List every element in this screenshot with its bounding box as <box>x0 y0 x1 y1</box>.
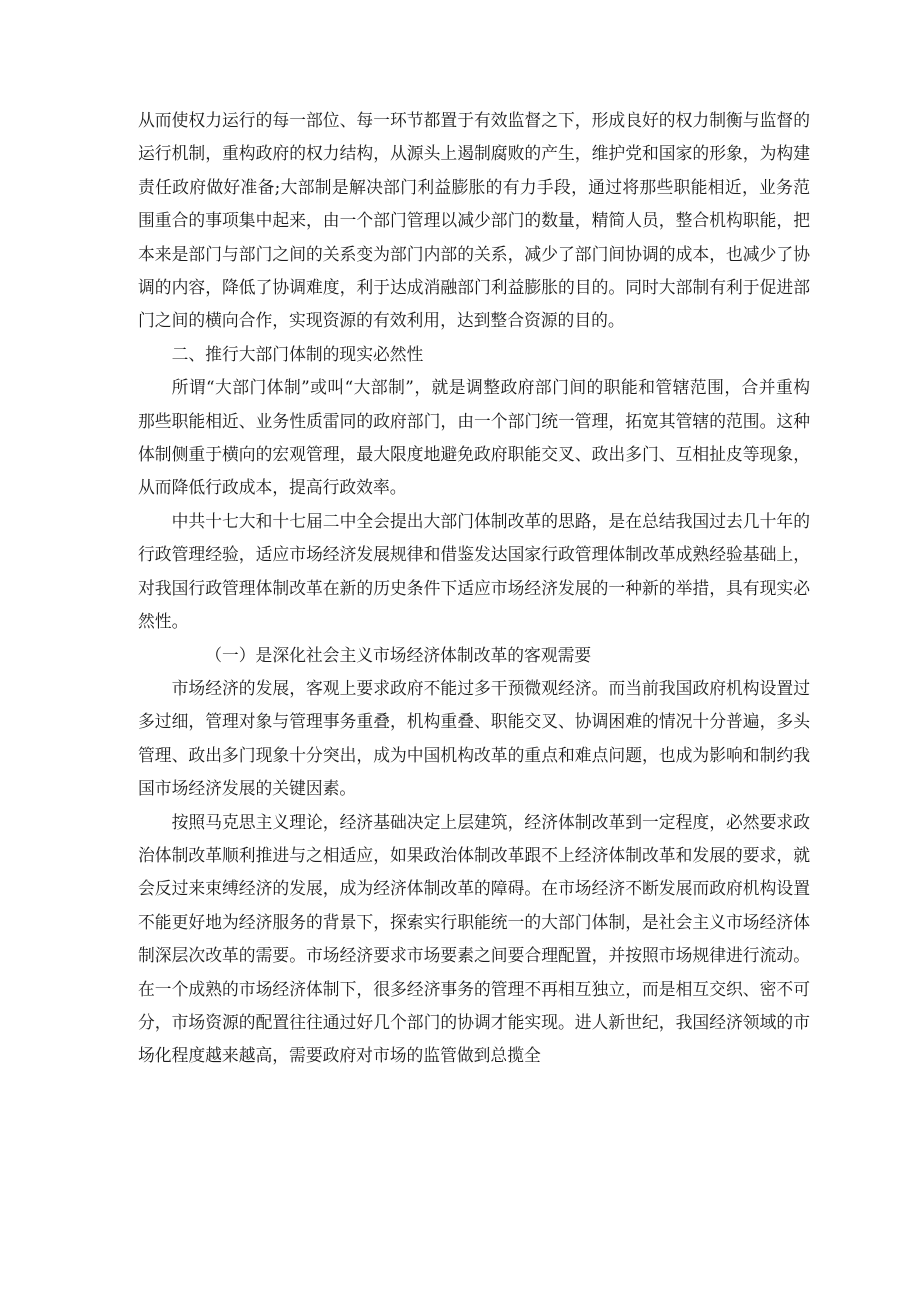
definition-paragraph: 所谓“大部门体制”或叫“大部制”，就是调整政府部门间的职能和管辖范围，合并重构那些职能相近、业务性质雷同的政府部门，由一个部门统一管理，拓宽其管辖的范围。这种体制侧重于横向的宏观管理，最大限度地避免政府职能交叉、政出多门、互相扯皮等现象，从而降低行政成本，提高行政效率。 <box>138 377 810 498</box>
section-heading: 二、推行大部门体制的现实必然性 <box>171 343 424 364</box>
background-paragraph: 中共十七大和十七届二中全会提出大部门体制改革的思路，是在总结我国过去几十年的行政管理经验，适应市场经济发展规律和借鉴发达国家行政管理体制改革成熟经验基础上，对我国行政管理体制改革在新的历史条件下适应市场经济发展的一种新的举措，具有现实必然性。 <box>138 510 810 632</box>
subsection-heading: （一）是深化社会主义市场经济体制改革的客观需要 <box>205 644 592 665</box>
marxism-paragraph: 按照马克思主义理论，经济基础决定上层建筑，经济体制改革到一定程度，必然要求政治体制改革顺利推进与之相适应，如果政治体制改革跟不上经济体制改革和发展的要求，就会反过来束缚经济的发展，成为经济体制改革的障碍。在市场经济不断发展而政府机构设置不能更好地为经济服务的背景下，探索实行职能统一的大部门体制，是社会主义市场经济体制深层次改革的需要。市场经济要求市场要素之间要合理配置，并按照市场规律进行流动。在一个成熟的市场经济体制下，很多经济事务的管理不再相互独立，而是相互交织、密不可分，市场资源的配置往往通过好几个部门的协调才能实现。进人新世纪，我国经济领域的市场化程度越来越高，需要政府对市场的监管做到总揽全 <box>138 811 810 1066</box>
continuation-paragraph: 从而使权力运行的每一部位、每一环节都置于有效监督之下，形成良好的权力制衡与监督的运行机制，重构政府的权力结构，从源头上遏制腐败的产生，维护党和国家的形象，为构建责任政府做好准备;大部制是解决部门利益膨胀的有力手段，通过将那些职能相近，业务范围重合的事项集中起来，由一个部门管理以减少部门的数量，精简人员，整合机构职能，把本来是部门与部门之间的关系变为部门内部的关系，减少了部门间协调的成本，也减少了协调的内容，降低了协调难度，利于达成消融部门利益膨胀的目的。同时大部制有利于促进部门之间的横向合作，实现资源的有效利用，达到整合资源的目的。 <box>138 110 810 331</box>
market-paragraph: 市场经济的发展，客观上要求政府不能过多干预微观经济。而当前我国政府机构设置过多过细，管理对象与管理事务重叠，机构重叠、职能交叉、协调困难的情况十分普遍，多头管理、政出多门现象十分突出，成为中国机构改革的重点和难点问题，也成为影响和制约我国市场经济发展的关键因素。 <box>138 677 810 799</box>
document-page <box>138 104 810 1073</box>
